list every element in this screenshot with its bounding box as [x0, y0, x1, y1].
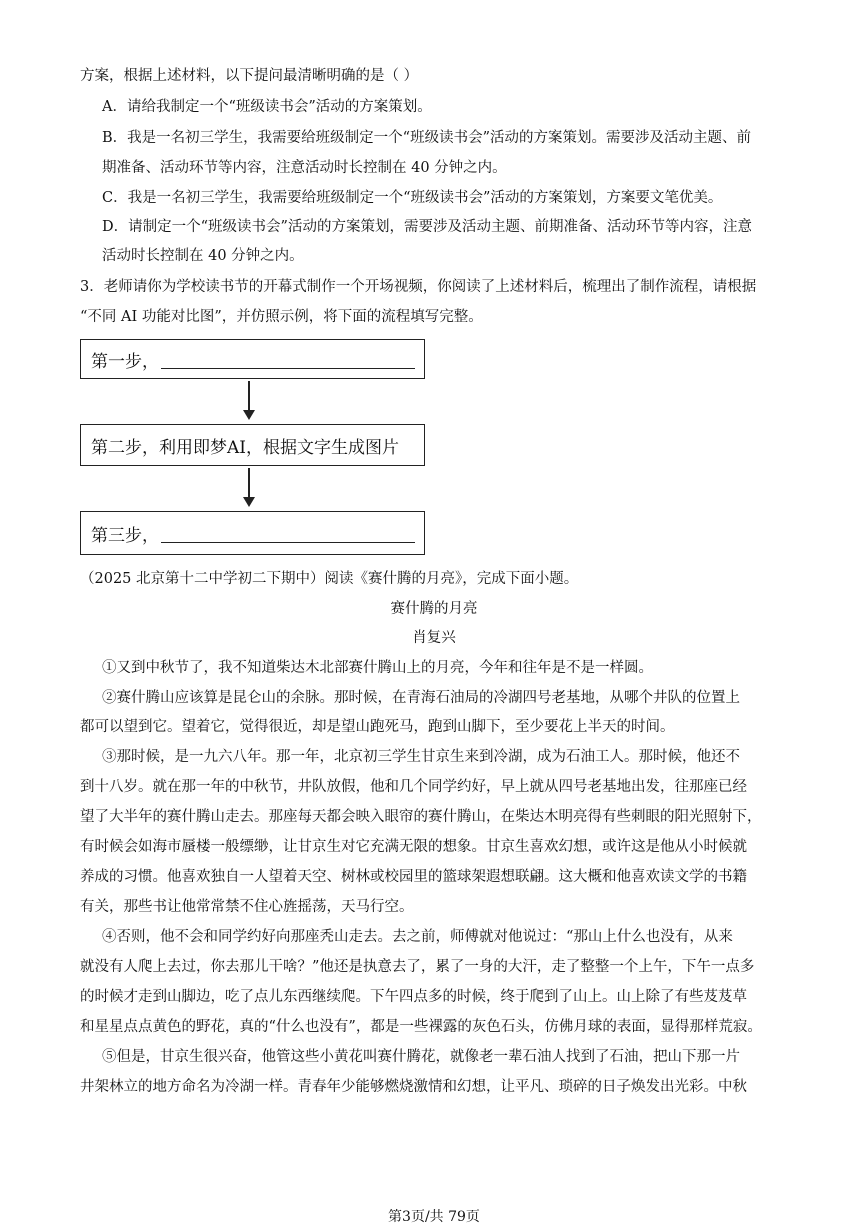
passage-line: 都可以望到它。望着它，觉得很近，却是望山跑死马，跑到山脚下，至少要花上半天的时间。	[80, 719, 675, 735]
passage-author: 肖复兴	[412, 630, 456, 646]
passage-title: 赛什腾的月亮	[390, 601, 478, 617]
passage-line: ⑤但是，甘京生很兴奋，他管这些小黄花叫赛什腾花，就像老一辈石油人找到了石油，把山下那一片	[102, 1049, 740, 1065]
flow-step-2-box	[80, 424, 425, 466]
q2-option-c: C．我是一名初三学生，我需要给班级制定一个“班级读书会”活动的方案策划，方案要文笔优美。	[102, 190, 723, 206]
flow-step-1-blank[interactable]	[161, 350, 415, 369]
flow-arrowhead-2	[243, 497, 255, 507]
page-number: 第3页/共 79页	[388, 1209, 480, 1225]
q2-stem-tail: 方案，根据上述材料，以下提问最清晰明确的是（ ）	[80, 68, 419, 84]
q2-option-a: A．请给我制定一个“班级读书会”活动的方案策划。	[102, 99, 432, 115]
flow-step-1-box	[80, 339, 425, 379]
flow-arrow-2	[248, 468, 250, 498]
q2-option-b-line1: B．我是一名初三学生，我需要给班级制定一个“班级读书会”活动的方案策划。需要涉及活动主题、前	[102, 130, 751, 146]
reading-intro: （2025 北京第十二中学初二下期中）阅读《赛什腾的月亮》，完成下面小题。	[80, 571, 579, 587]
flow-arrow-1	[248, 381, 250, 411]
q3-line1: 3．老师请你为学校读书节的开幕式制作一个开场视频，你阅读了上述材料后，梳理出了制作流程，请根据	[80, 279, 757, 295]
passage-line: 有时候会如海市蜃楼一般缥缈，让甘京生对它充满无限的想象。甘京生喜欢幻想，或许这是他从小时候就	[80, 839, 747, 855]
passage-line: ④否则，他不会和同学约好向那座秃山走去。去之前，师傅就对他说过：“那山上什么也没有，从来	[102, 929, 733, 945]
passage-line: 养成的习惯。他喜欢独自一人望着天空、树林或校园里的篮球架遐想联翩。这大概和他喜欢读文学的书籍	[80, 869, 747, 885]
q2-option-b-line2: 期准备、活动环节等内容，注意活动时长控制在 40 分钟之内。	[102, 160, 507, 176]
q2-option-d-line2: 活动时长控制在 40 分钟之内。	[102, 248, 304, 264]
passage-line: ②赛什腾山应该算是昆仑山的余脉。那时候，在青海石油局的冷湖四号老基地，从哪个井队的位置上	[102, 690, 740, 706]
passage-line: ①又到中秋节了，我不知道柴达木北部赛什腾山上的月亮，今年和往年是不是一样圆。	[102, 660, 653, 676]
passage-line: 和星星点点黄色的野花，真的“什么也没有”，都是一些裸露的灰色石头，仿佛月球的表面，显得那样荒寂。	[80, 1019, 762, 1035]
passage-line: 到十八岁。就在那一年的中秋节，井队放假，他和几个同学约好，早上就从四号老基地出发，往那座已经	[80, 779, 747, 795]
passage-line: 有关，那些书让他常常禁不住心旌摇荡，天马行空。	[80, 899, 414, 915]
passage-line: 的时候才走到山脚边，吃了点儿东西继续爬。下午四点多的时候，终于爬到了山上。山上除了有些芨芨草	[80, 989, 747, 1005]
flow-step-3-label: 第三步，	[91, 525, 159, 546]
flow-step-3-blank[interactable]	[161, 524, 415, 543]
flow-arrowhead-1	[243, 410, 255, 420]
q2-option-d-line1: D．请制定一个“班级读书会”活动的方案策划，需要涉及活动主题、前期准备、活动环节等内容，注意	[102, 219, 752, 235]
passage-line: 望了大半年的赛什腾山走去。那座每天都会映入眼帘的赛什腾山，在柴达木明亮得有些刺眼的阳光照射下，	[80, 809, 762, 825]
flow-step-1-label: 第一步，	[91, 351, 159, 372]
passage-line: 就没有人爬上去过，你去那儿干啥？”他还是执意去了，累了一身的大汗，走了整整一个上午，下午一点多	[80, 959, 755, 975]
flow-step-2-label: 第二步，利用即梦AI，根据文字生成图片	[91, 437, 399, 458]
passage-line: 井架林立的地方命名为冷湖一样。青春年少能够燃烧激情和幻想，让平凡、琐碎的日子焕发出光彩。中秋	[80, 1079, 747, 1095]
q3-line2: “不同 AI 功能对比图”，并仿照示例，将下面的流程填写完整。	[80, 309, 483, 325]
passage-line: ③那时候，是一九六八年。那一年，北京初三学生甘京生来到冷湖，成为石油工人。那时候，他还不	[102, 749, 740, 765]
flow-step-3-box	[80, 511, 425, 555]
